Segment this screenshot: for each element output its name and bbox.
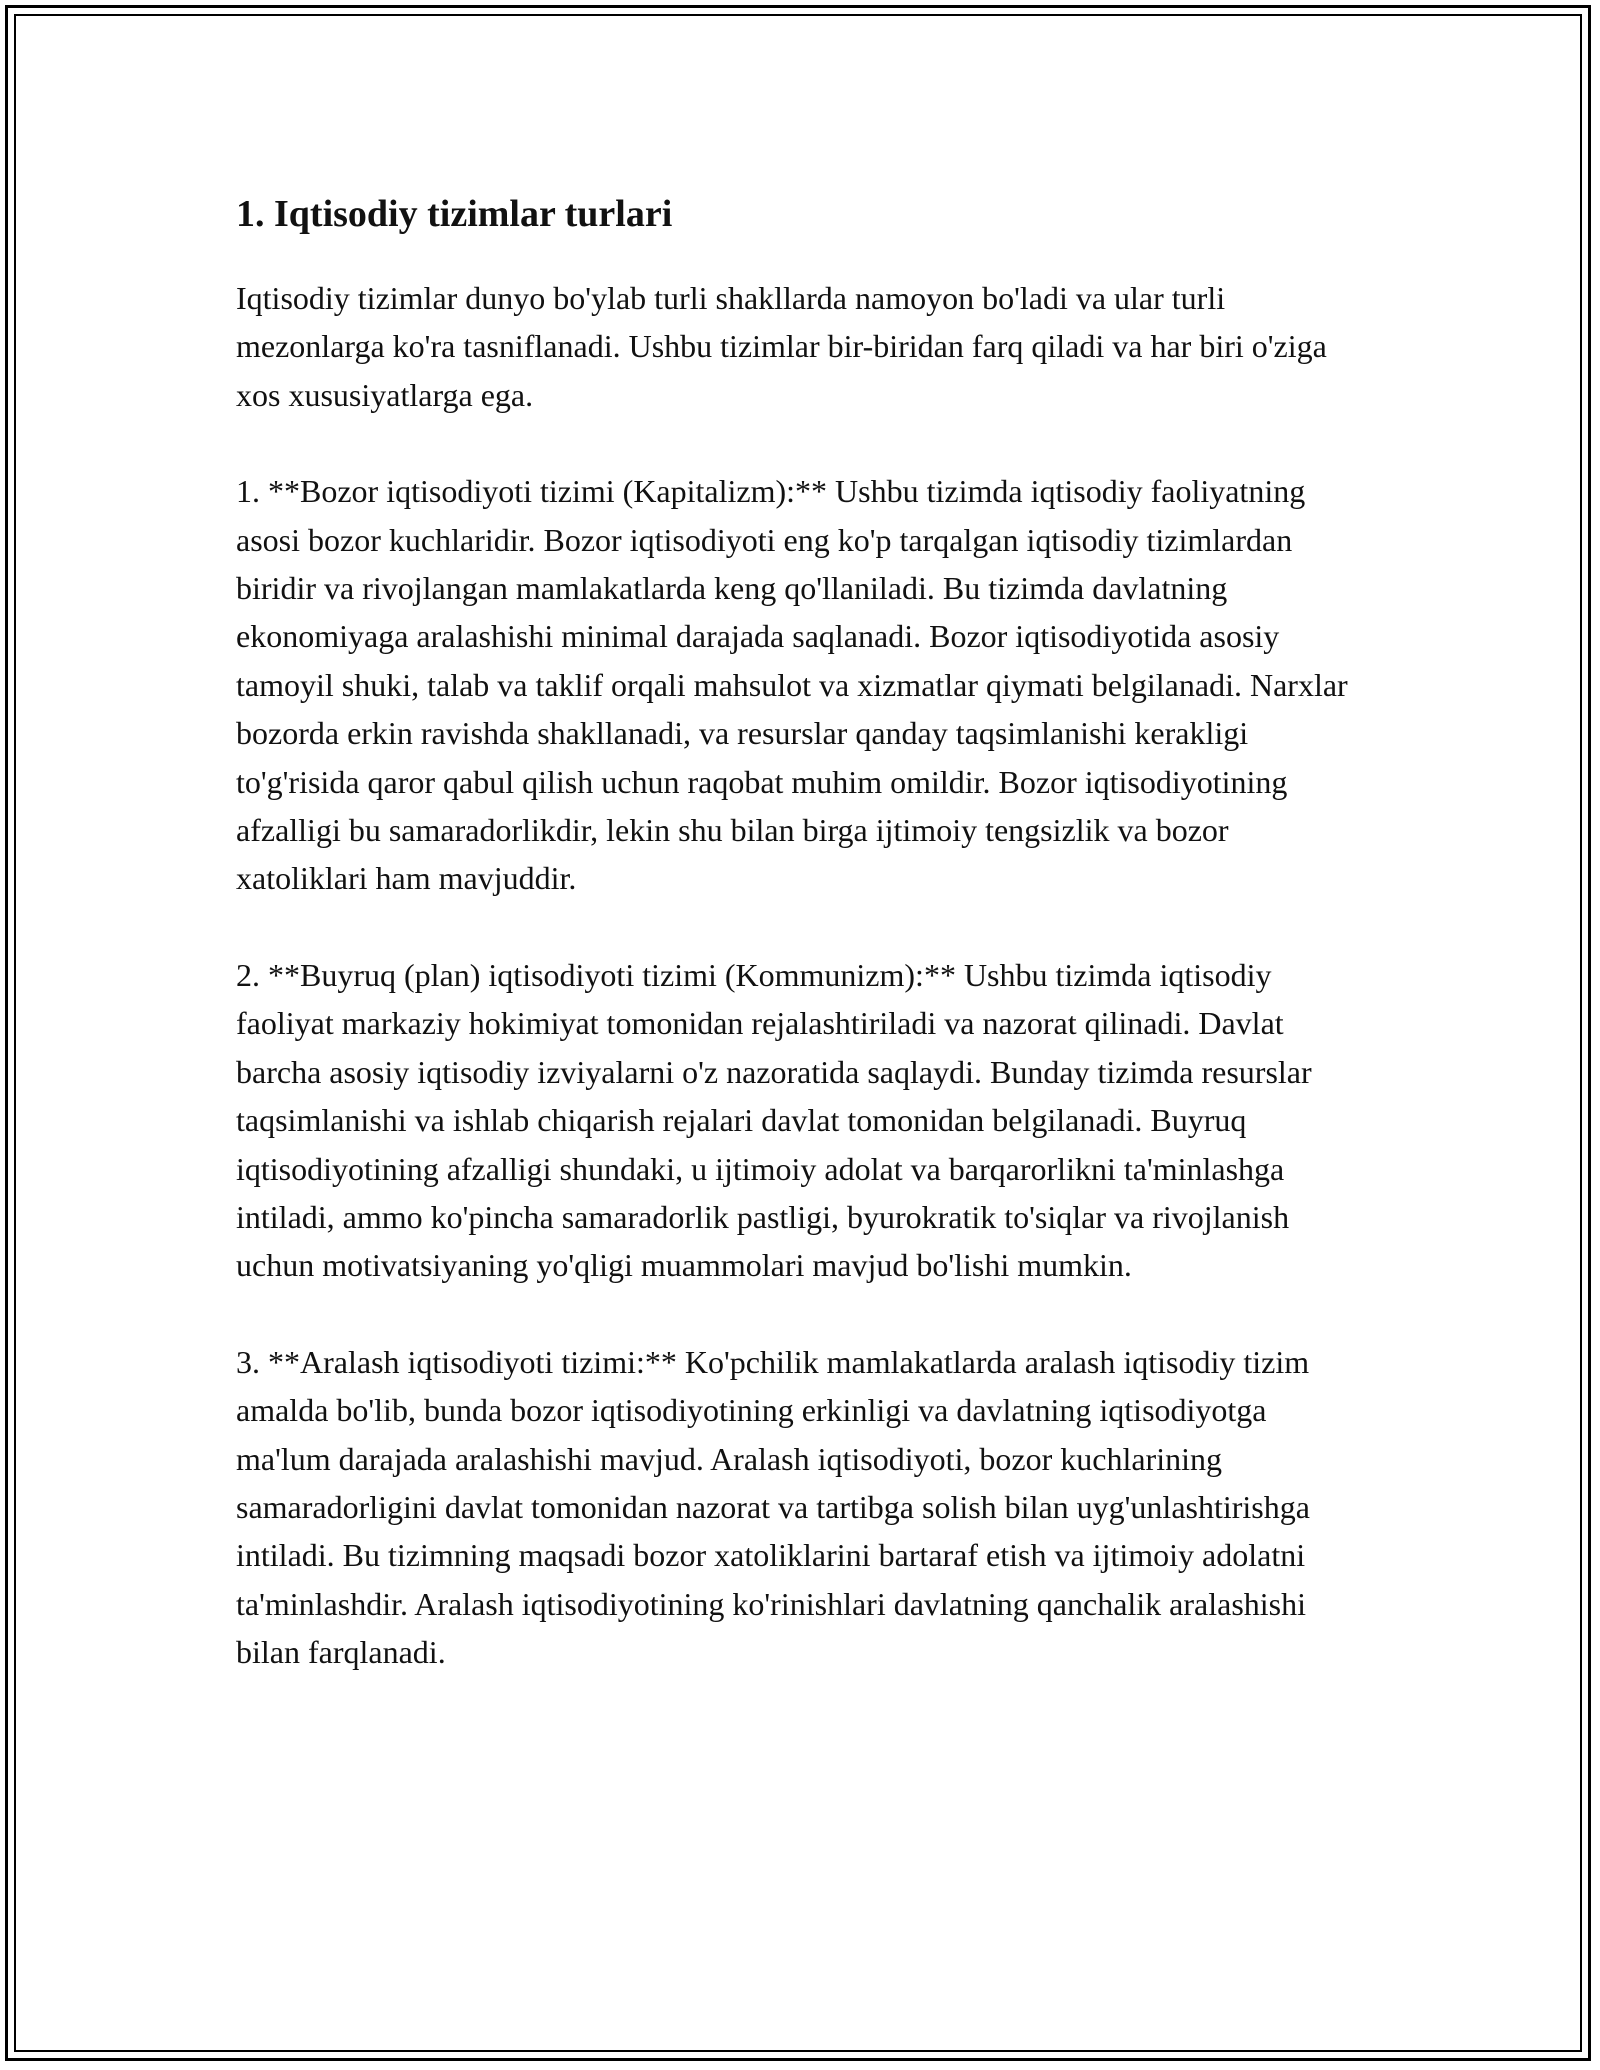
command-economy-paragraph: 2. **Buyruq (plan) iqtisodiyoti tizimi (Kommunizm):** Ushbu tizimda iqtisodiy faoliyat markaziy hokimiyat tomonidan rejalashtiriladi va nazorat qilinadi. Davlat barcha asosiy iqtisodiy izviyalarni o'z nazoratida saqlaydi. Bunday tizimda resurslar taqsimlanishi va ishlab chiqarish rejalari davlat tomonidan belgilanadi. Buyruq iqtisodiyotining afzalligi shundaki, u ijtimoiy adolat va barqarorlikni ta'minlashga intiladi, ammo ko'pincha samaradorlik pastligi, byurokratik to'siqlar va rivojlanish uchun motivatsiyaning yo'qligi muammolari mavjud bo'lishi mumkin. xyxy=(236,956,1312,1284)
mixed-economy-paragraph: 3. **Aralash iqtisodiyoti tizimi:** Ko'pchilik mamlakatlarda aralash iqtisodiy tizim amalda bo'lib, bunda bozor iqtisodiyotining erkinligi va davlatning iqtisodiyotga ma'lum darajada aralashishi mavjud. Aralash iqtisodiyoti, bozor kuchlarining samaradorligini davlat tomonidan nazorat va tartibga solish bilan uyg'unlashtirishga intiladi. Bu tizimning maqsadi bozor xatoliklarini bartaraf etish va ijtimoiy adolatni ta'minlashdir. Aralash iqtisodiyotining ko'rinishlari davlatning qanchalik aralashishi bilan farqlanadi. xyxy=(236,1343,1310,1671)
market-economy-paragraph: 1. **Bozor iqtisodiyoti tizimi (Kapitalizm):** Ushbu tizimda iqtisodiy faoliyatning asosi bozor kuchlaridir. Bozor iqtisodiyoti eng ko'p tarqalgan iqtisodiy tizimlardan biridir va rivojlangan mamlakatlarda keng qo'llaniladi. Bu tizimda davlatning ekonomiyaga aralashishi minimal darajada saqlanadi. Bozor iqtisodiyotida asosiy tamoyil shuki, talab va taklif orqali mahsulot va xizmatlar qiymati belgilanadi. Narxlar bozorda erkin ravishda shakllanadi, va resurslar qanday taqsimlanishi kerakligi to'g'risida qaror qabul qilish uchun raqobat muhim omildir. Bozor iqtisodiyotining afzalligi bu samaradorlikdir, lekin shu bilan birga ijtimoiy tengsizlik va bozor xatoliklari ham mavjuddir. xyxy=(236,473,1348,897)
section-heading: 1. Iqtisodiy tizimlar turlari xyxy=(236,193,673,235)
document-body xyxy=(236,188,1368,1725)
intro-paragraph: Iqtisodiy tizimlar dunyo bo'ylab turli shakllarda namoyon bo'ladi va ular turli mezonlarga ko'ra tasniflanadi. Ushbu tizimlar bir-biridan farq qiladi va har biri o'ziga xos xususiyatlarga ega. xyxy=(236,280,1327,413)
